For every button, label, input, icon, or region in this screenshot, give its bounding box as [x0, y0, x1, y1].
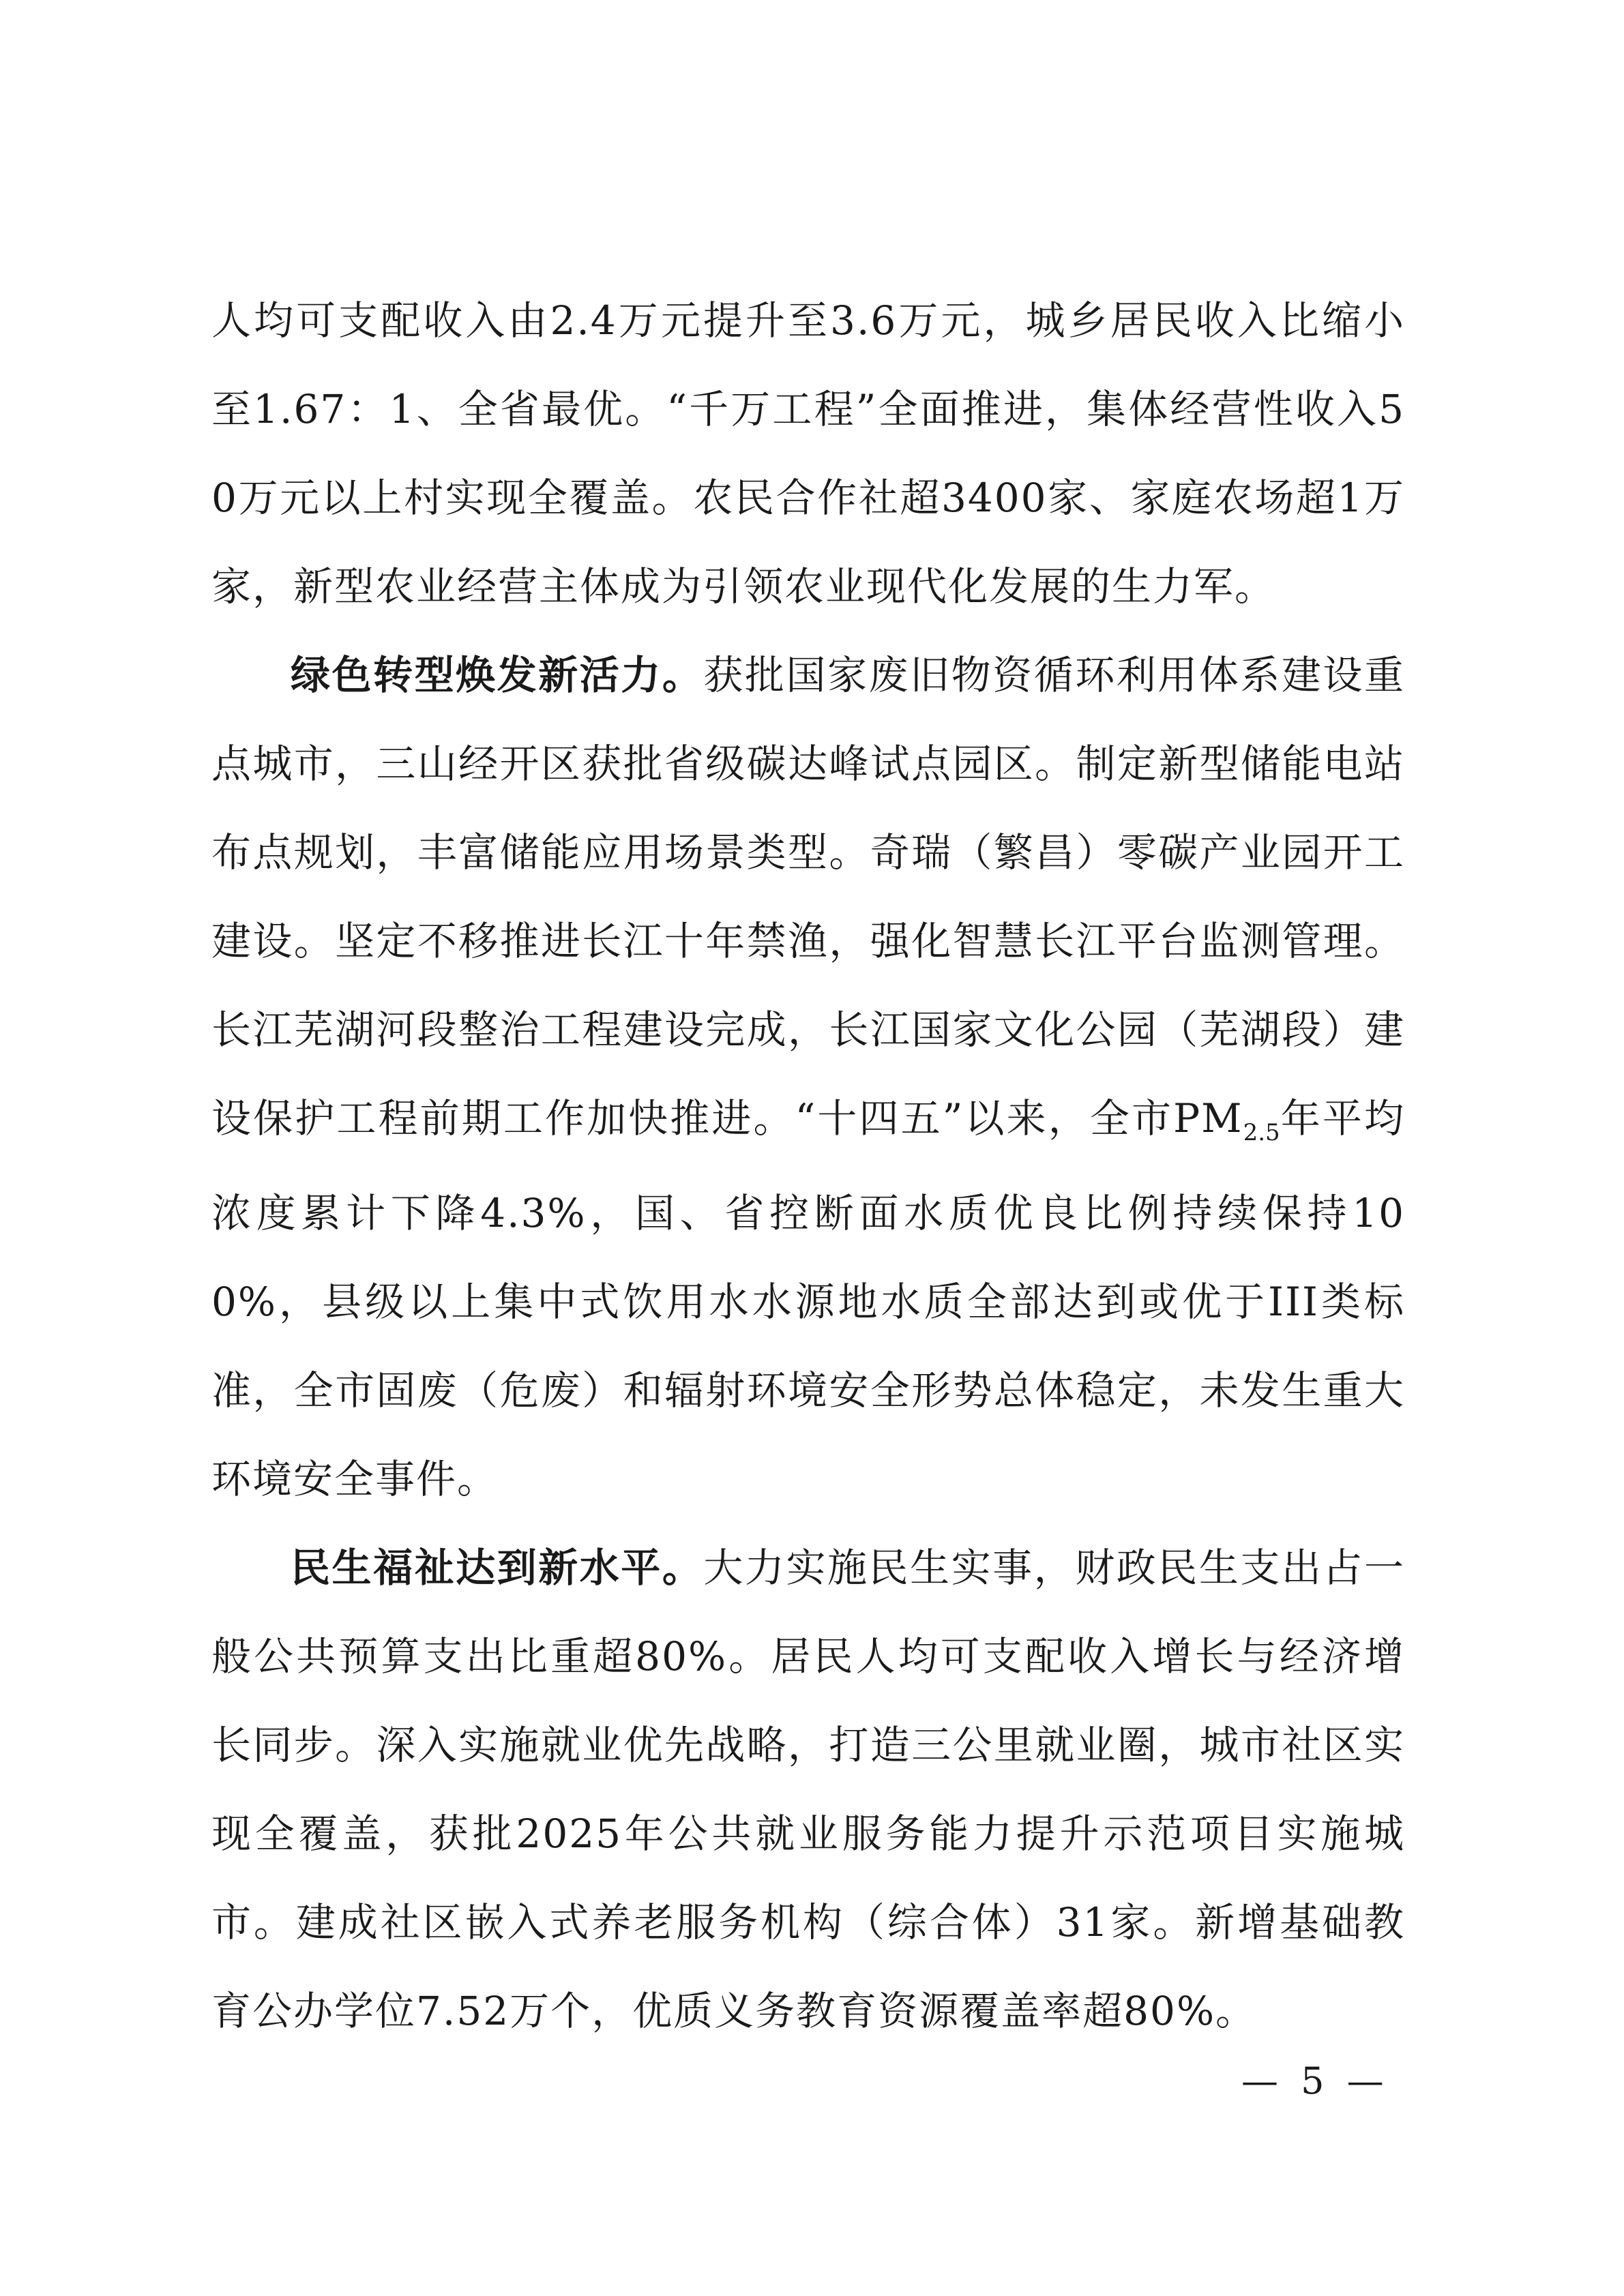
page-number: — 5 —	[1241, 2059, 1389, 2102]
document-body	[211, 276, 1405, 2055]
pm-subscript: 2.5	[1243, 1119, 1280, 1146]
paragraph-livelihood-text: 大力实施民生实事，财政民生支出占一般公共预算支出比重超80%。居民人均可支配收入增长与经济增长同步。深入实施就业优先战略，打造三公里就业圈，城市社区实现全覆盖，获批2025年公共就业服务能力提升示范项目实施城市。建成社区嵌入式养老服务机构（综合体）31家。新增基础教育公办学位7.52万个，优质义务教育资源覆盖率超80%。	[211, 1545, 1405, 2034]
paragraph-income	[211, 276, 1405, 631]
paragraph-green-transformation-text-part1: 获批国家废旧物资循环利用体系建设重点城市，三山经开区获批省级碳达峰试点园区。制定新型储能电站布点规划，丰富储能应用场景类型。奇瑞（繁昌）零碳产业园开工建设。坚定不移推进长江十年禁渔，强化智慧长江平台监测管理。长江芜湖河段整治工程建设完成，长江国家文化公园（芜湖段）建设保护工程前期工作加快推进。“十四五”以来，全市PM	[211, 652, 1405, 1142]
paragraph-income-text: 人均可支配收入由2.4万元提升至3.6万元，城乡居民收入比缩小至1.67：1、全省最优。“千万工程”全面推进，集体经营性收入50万元以上村实现全覆盖。农民合作社超3400家、家庭农场超1万家，新型农业经营主体成为引领农业现代化发展的生力军。	[211, 297, 1405, 610]
paragraph-livelihood	[211, 1523, 1405, 2055]
paragraph-green-transformation-text-part2: 年平均浓度累计下降4.3%，国、省控断面水质优良比例持续保持100%，县级以上集中式饮用水水源地水质全部达到或优于III类标准，全市固废（危废）和辐射环境安全形势总体稳定，未发生重大环境安全事件。	[211, 1095, 1405, 1502]
paragraph-livelihood-heading: 民生福祉达到新水平。	[291, 1545, 704, 1591]
paragraph-green-transformation-heading: 绿色转型焕发新活力。	[291, 652, 704, 698]
paragraph-green-transformation	[211, 631, 1405, 1523]
